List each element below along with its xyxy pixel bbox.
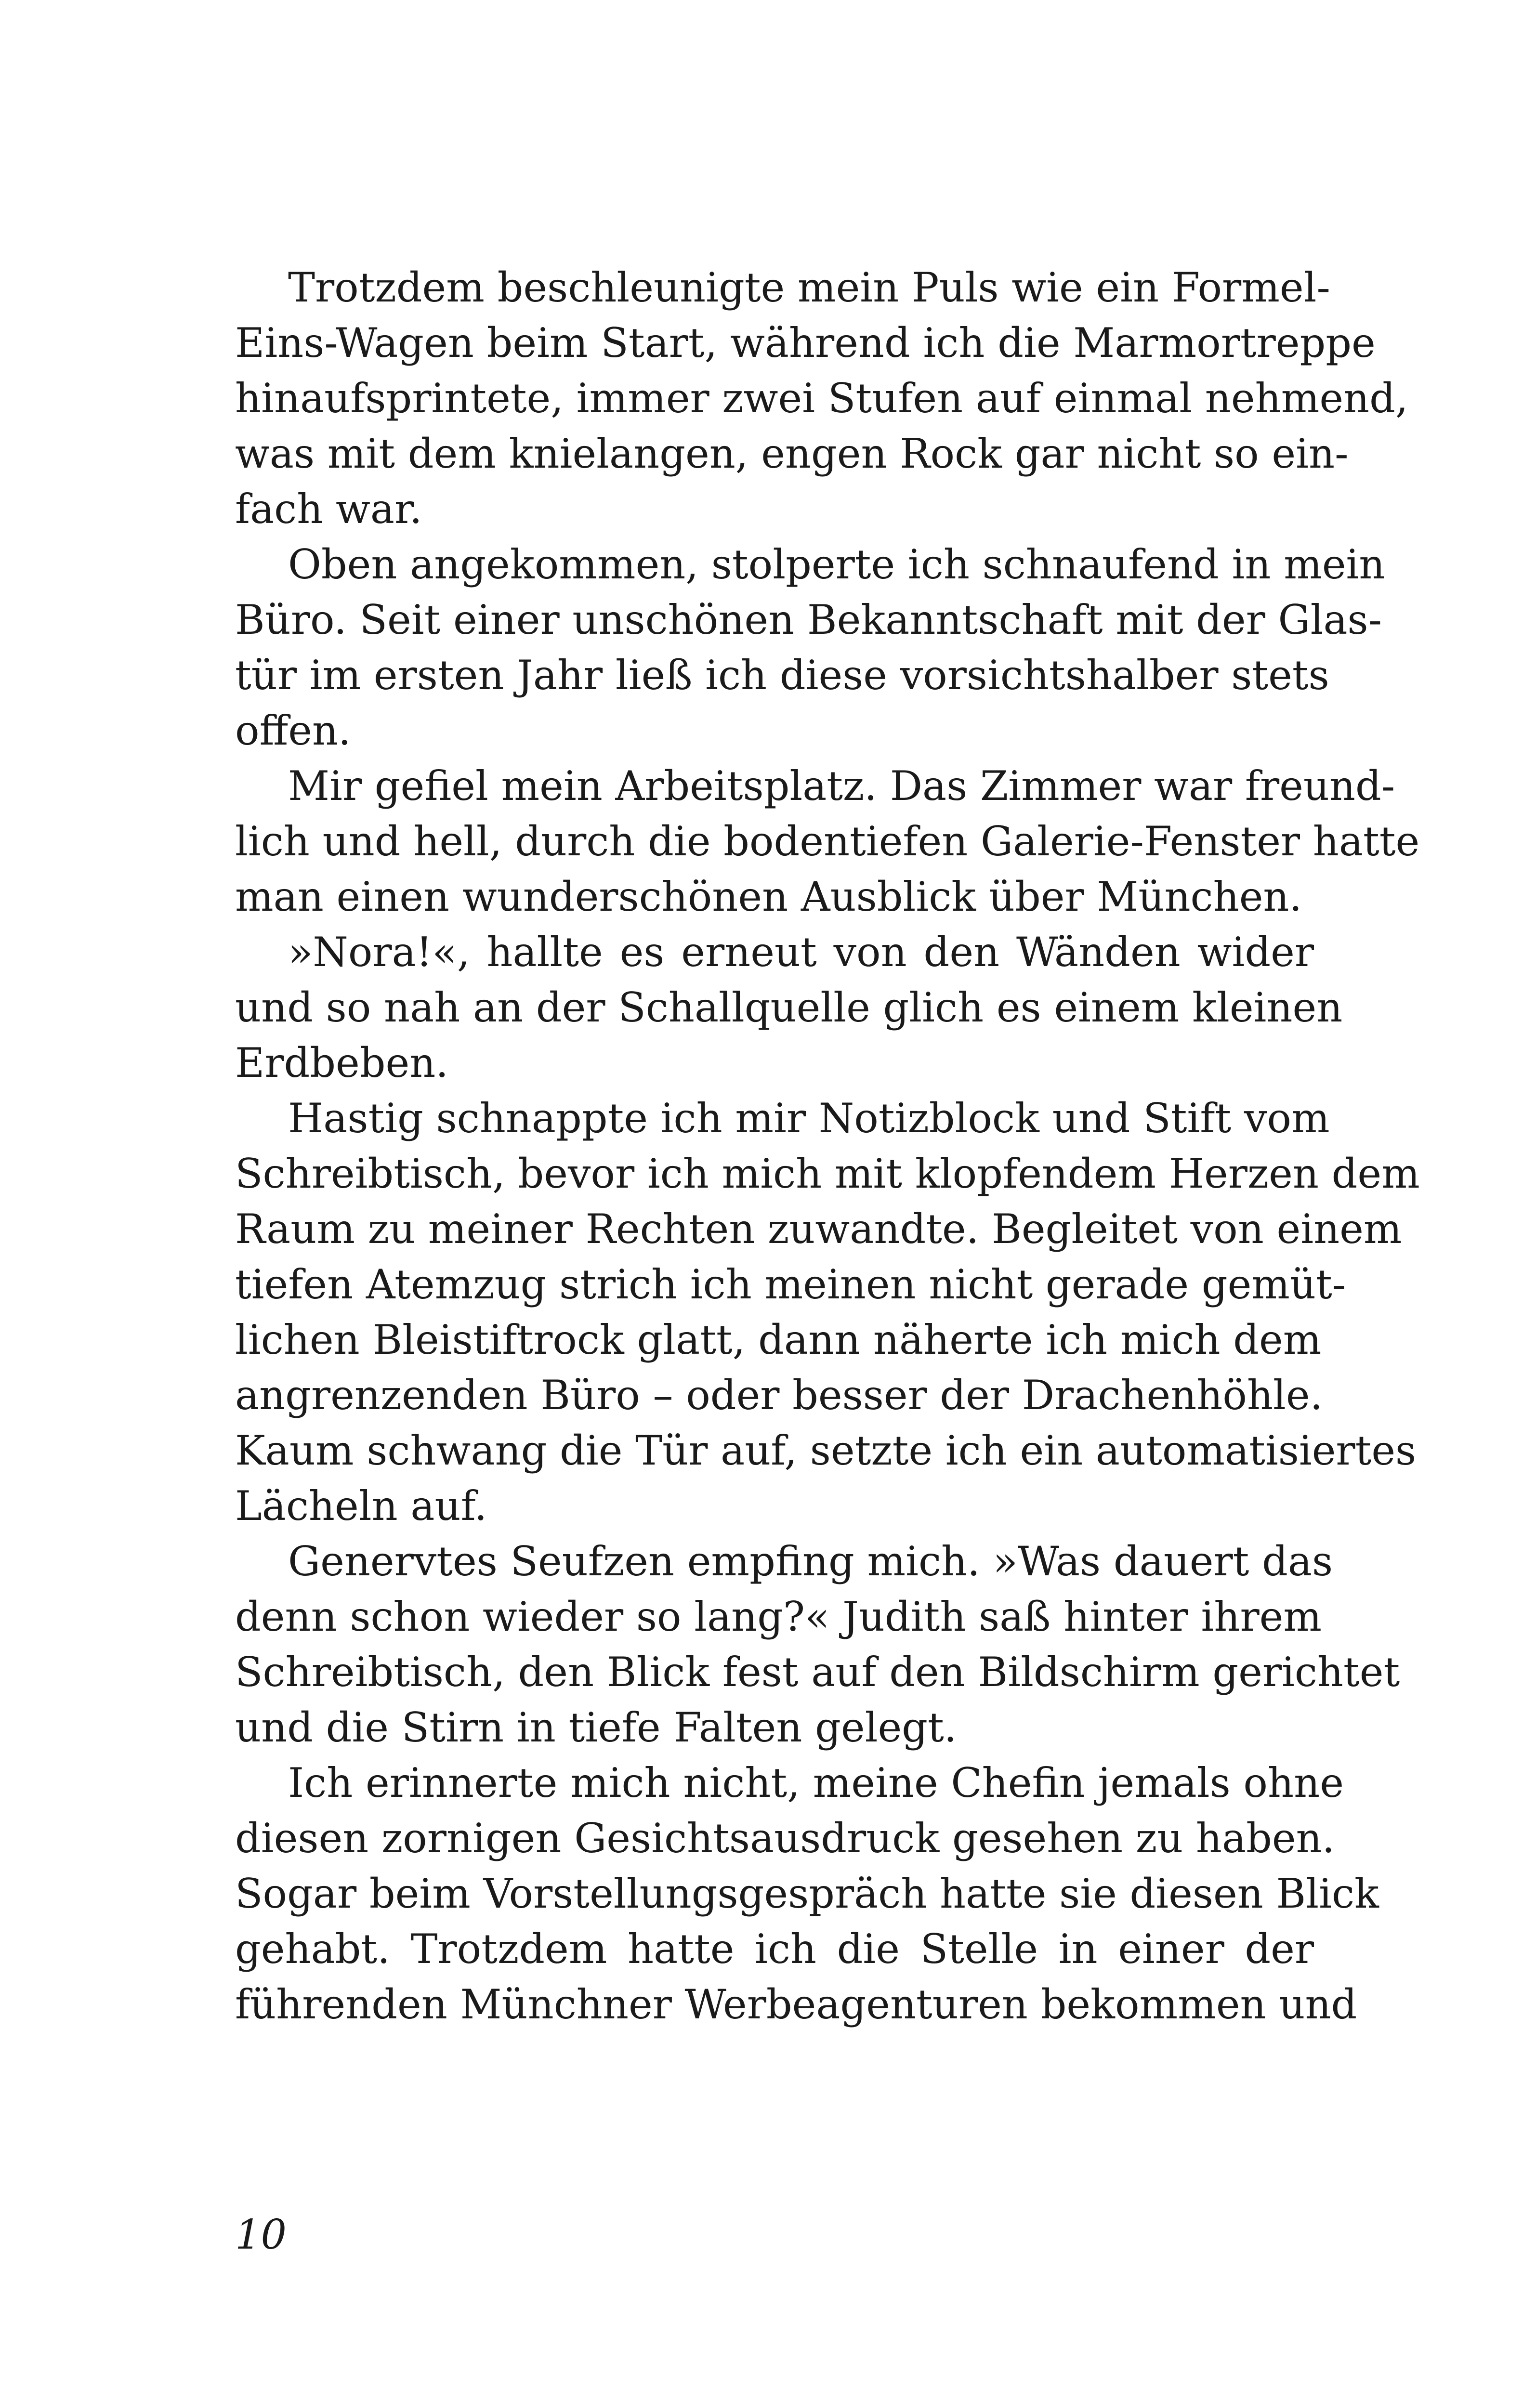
text-line: und die Stirn in tiefe Falten gelegt. (235, 1704, 957, 1751)
paragraph (235, 1534, 1400, 1755)
text-line: Schreibtisch, bevor ich mich mit klopfendem Herzen dem (235, 1150, 1420, 1197)
text-line: Lächeln auf. (235, 1482, 487, 1530)
text-line: Genervtes Seufzen empfing mich. »Was dauert das (288, 1538, 1333, 1585)
text-line: lichen Bleistiftrock glatt, dann näherte ich mich dem (235, 1316, 1322, 1363)
text-line: diesen zornigen Gesichtsausdruck gesehen zu haben. (235, 1815, 1335, 1862)
body-text (235, 260, 1420, 2032)
text-line: angrenzenden Büro – oder besser der Drachenhöhle. (235, 1372, 1323, 1419)
paragraph (235, 1091, 1420, 1534)
text-line: Erdbeben. (235, 1039, 449, 1086)
text-line: Mir gefiel mein Arbeitsplatz. Das Zimmer war freund- (288, 762, 1395, 810)
text-line: tür im ersten Jahr ließ ich diese vorsichtshalber stets (235, 652, 1329, 699)
paragraph (235, 925, 1343, 1091)
text-line: Büro. Seit einer unschönen Bekanntschaft mit der Glas- (235, 596, 1382, 643)
text-line: Sogar beim Vorstellungsgespräch hatte sie diesen Blick (235, 1870, 1379, 1917)
text-line: »Nora!«, hallte es erneut von den Wänden wider (288, 929, 1314, 976)
text-line: Eins-Wagen beim Start, während ich die Marmortreppe (235, 319, 1376, 366)
text-line: Trotzdem beschleunigte mein Puls wie ein Formel- (288, 264, 1330, 311)
text-line: Ich erinnerte mich nicht, meine Chefin jemals ohne (288, 1759, 1344, 1806)
text-line: fach war. (235, 485, 422, 533)
text-line: hinaufsprintete, immer zwei Stufen auf einmal nehmend, (235, 375, 1408, 422)
paragraph (235, 759, 1420, 925)
paragraph (235, 1755, 1379, 2032)
paragraph (235, 260, 1408, 537)
text-line: Raum zu meiner Rechten zuwandte. Begleitet von einem (235, 1205, 1402, 1253)
text-line: Hastig schnappte ich mir Notizblock und Stift vom (288, 1095, 1330, 1142)
text-line: Kaum schwang die Tür auf, setzte ich ein automatisiertes (235, 1427, 1417, 1474)
text-line: lich und hell, durch die bodentiefen Galerie-Fenster hatte (235, 818, 1420, 865)
text-line: Oben angekommen, stolperte ich schnaufend in mein (288, 541, 1385, 588)
text-line: offen. (235, 707, 351, 754)
paragraph (235, 537, 1385, 759)
text-line: man einen wunderschönen Ausblick über München. (235, 873, 1302, 920)
text-line: tiefen Atemzug strich ich meinen nicht gerade gemüt- (235, 1261, 1346, 1308)
page-number: 10 (235, 2211, 287, 2258)
text-line: und so nah an der Schallquelle glich es einem kleinen (235, 984, 1343, 1031)
text-line: Schreibtisch, den Blick fest auf den Bildschirm gerichtet (235, 1649, 1400, 1696)
text-line: denn schon wieder so lang?« Judith saß hinter ihrem (235, 1593, 1322, 1640)
text-line: führenden Münchner Werbeagenturen bekommen und (235, 1981, 1357, 2028)
text-line: was mit dem knielangen, engen Rock gar nicht so ein- (235, 430, 1349, 477)
text-line: gehabt. Trotzdem hatte ich die Stelle in einer der (235, 1925, 1314, 1973)
